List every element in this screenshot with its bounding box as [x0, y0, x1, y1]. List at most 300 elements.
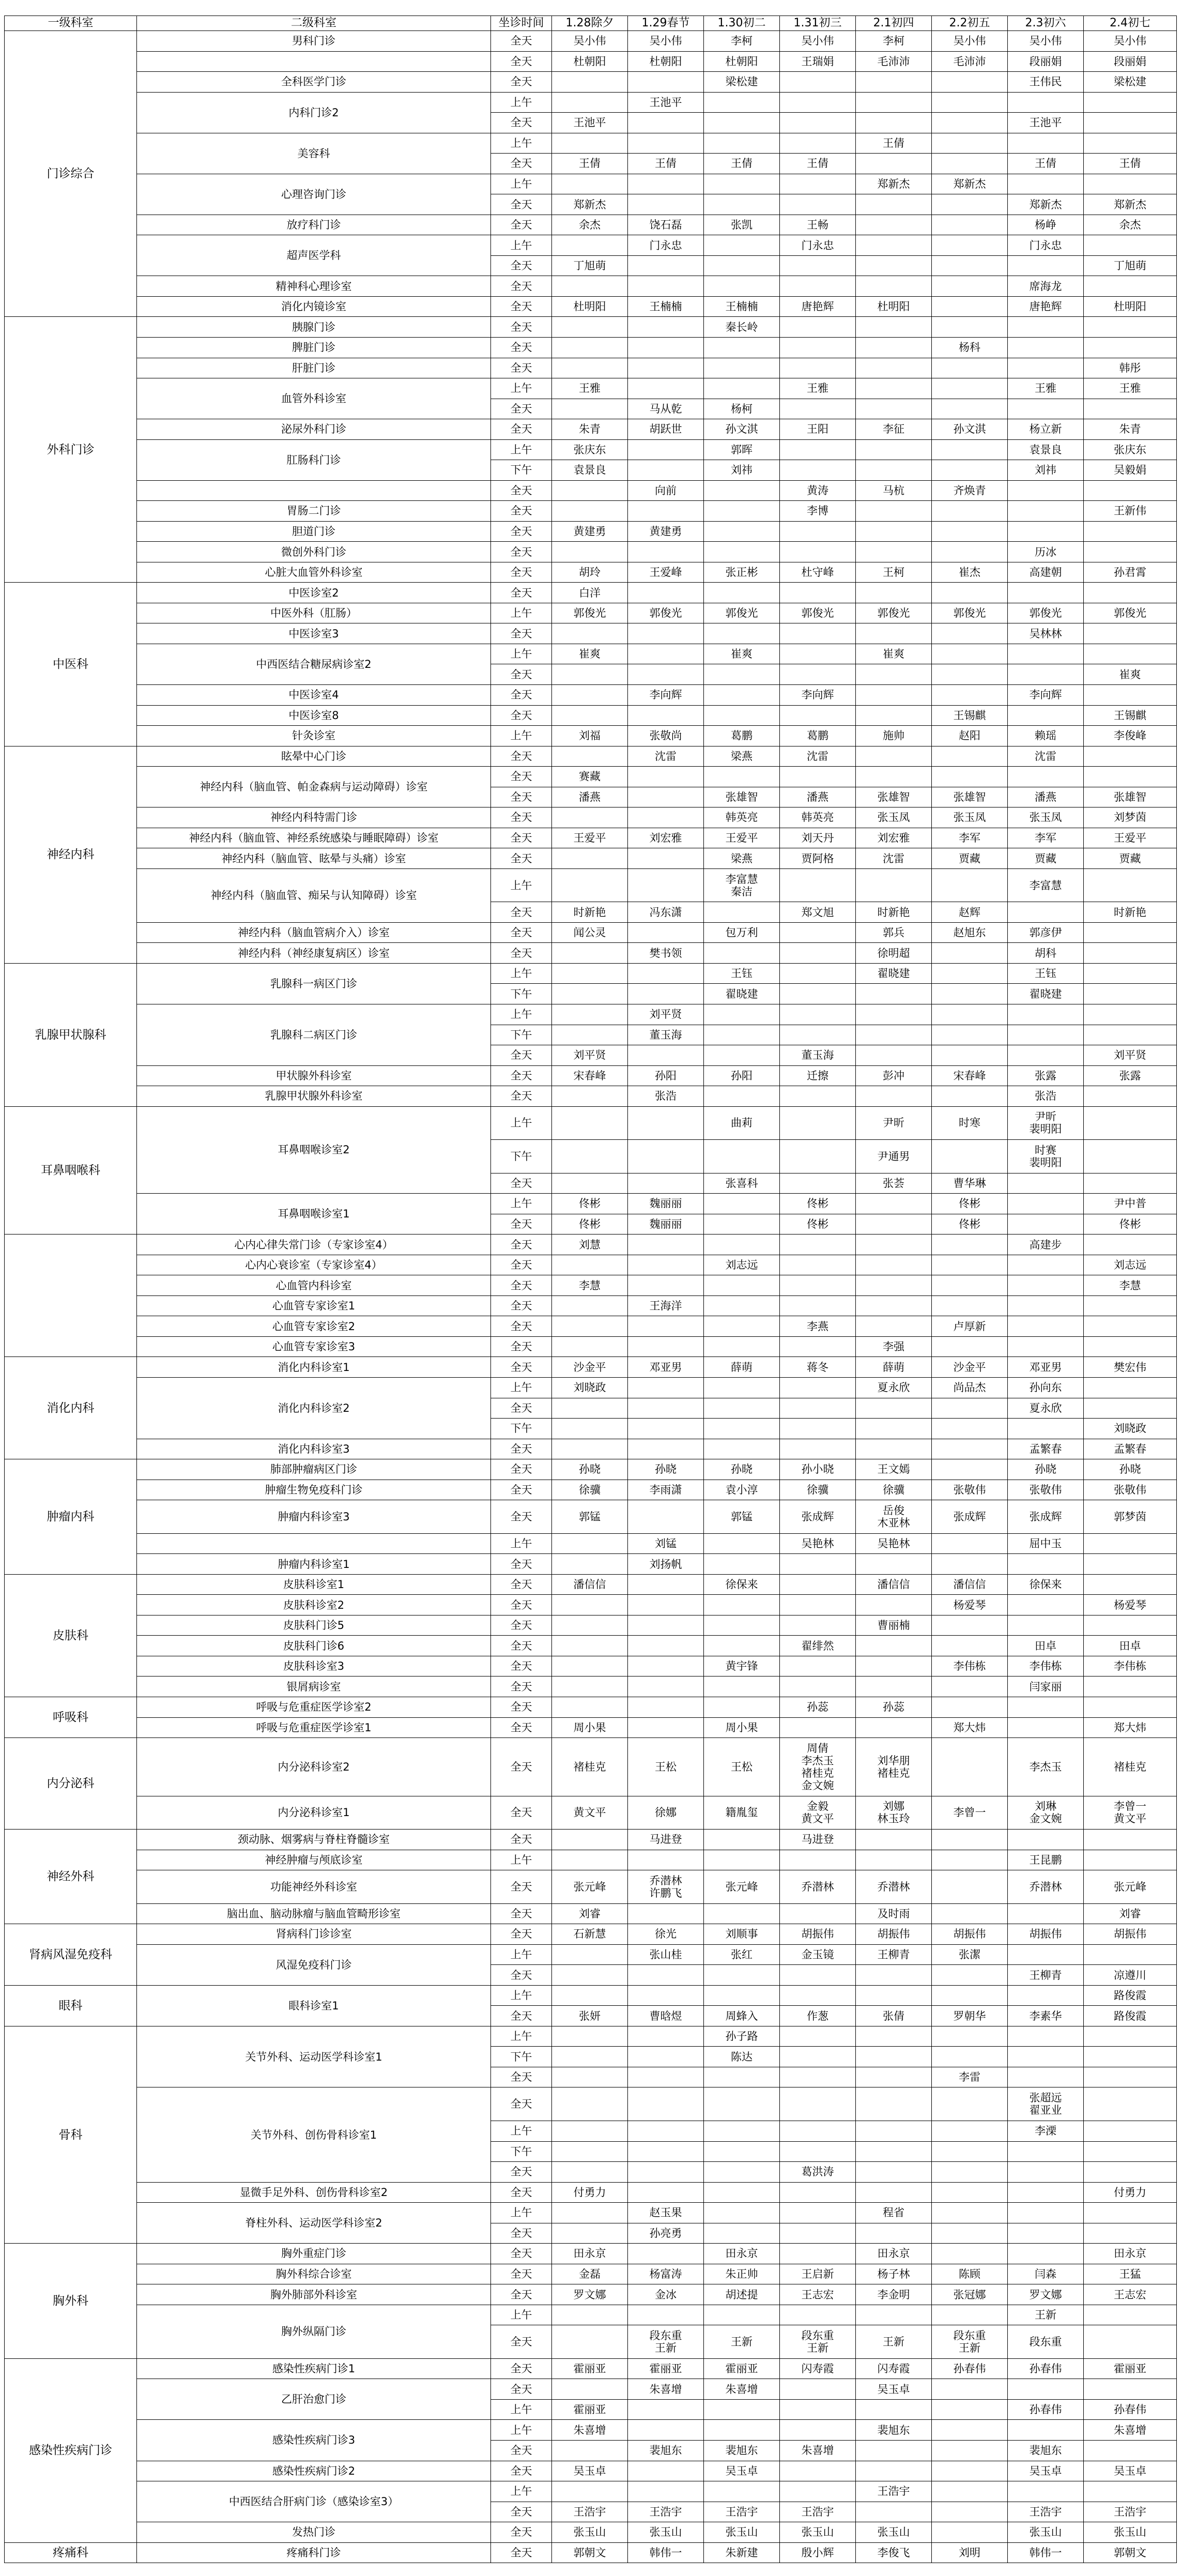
- doctor-cell: 杜守峰: [780, 562, 856, 583]
- doctor-cell: [932, 501, 1008, 522]
- doctor-cell: 李征: [856, 419, 932, 440]
- doctor-cell: 黄建勇: [552, 521, 628, 542]
- clinic-name: 内科门诊2: [137, 92, 491, 133]
- doctor-cell: [856, 1965, 932, 1986]
- doctor-cell: 郭晖: [704, 439, 780, 460]
- doctor-cell: [780, 1336, 856, 1357]
- clinic-name: 胸外重症门诊: [137, 2244, 491, 2264]
- doctor-cell: 周小果: [552, 1717, 628, 1738]
- doctor-cell: 郭梦茵: [1084, 1500, 1177, 1534]
- doctor-cell: [552, 1830, 628, 1850]
- doctor-cell: 孟繁春: [1008, 1439, 1084, 1459]
- doctor-cell: [1084, 1830, 1177, 1850]
- doctor-cell: [932, 664, 1008, 685]
- table-row: [5, 1459, 1177, 1480]
- doctor-cell: [704, 2203, 780, 2223]
- doctor-cell: [856, 2440, 932, 2461]
- session-cell: 全天: [491, 2522, 552, 2543]
- doctor-cell: 齐焕青: [932, 480, 1008, 501]
- doctor-cell: 孟繁春: [1084, 1439, 1177, 1459]
- doctor-cell: 徐娜: [628, 1796, 704, 1830]
- doctor-cell: [704, 2481, 780, 2502]
- doctor-cell: [552, 501, 628, 522]
- doctor-cell: [932, 644, 1008, 664]
- doctor-cell: [552, 1615, 628, 1636]
- doctor-cell: 黄文平: [552, 1796, 628, 1830]
- doctor-cell: [932, 2162, 1008, 2183]
- doctor-cell: 吴小伟: [1008, 31, 1084, 52]
- doctor-cell: [932, 399, 1008, 419]
- doctor-cell: 王启新: [780, 2264, 856, 2284]
- doctor-cell: 田永京: [552, 2244, 628, 2264]
- table-row: [5, 174, 1177, 194]
- session-cell: 上午: [491, 2203, 552, 2223]
- doctor-cell: [552, 2223, 628, 2244]
- doctor-cell: 王瑞娟: [780, 51, 856, 72]
- session-cell: 下午: [491, 2047, 552, 2067]
- doctor-cell: [856, 521, 932, 542]
- clinic-name: 脑出血、脑动脉瘤与脑血管畸形诊室: [137, 1903, 491, 1924]
- session-cell: 全天: [491, 2182, 552, 2203]
- doctor-cell: [628, 644, 704, 664]
- clinic-name: 胰腺门诊: [137, 317, 491, 338]
- table-row: [5, 1738, 1177, 1796]
- doctor-cell: [704, 378, 780, 399]
- doctor-cell: 李伟栋: [1008, 1656, 1084, 1676]
- doctor-cell: [1084, 2203, 1177, 2223]
- session-cell: 全天: [491, 480, 552, 501]
- doctor-cell: [1084, 276, 1177, 297]
- doctor-cell: 杨爱琴: [932, 1595, 1008, 1615]
- session-cell: 全天: [491, 1045, 552, 1066]
- doctor-cell: [704, 2067, 780, 2087]
- doctor-cell: [704, 480, 780, 501]
- table-row: [5, 133, 1177, 154]
- session-cell: 全天: [491, 215, 552, 235]
- doctor-cell: 吴小伟: [552, 31, 628, 52]
- clinic-name: 疼痛科门诊: [137, 2542, 491, 2563]
- doctor-cell: [1084, 1697, 1177, 1717]
- doctor-cell: 宋春峰: [932, 1065, 1008, 1086]
- doctor-cell: [1008, 1554, 1084, 1575]
- doctor-cell: 崔爽: [1084, 664, 1177, 685]
- doctor-cell: 张玉山: [1084, 2522, 1177, 2543]
- session-cell: 全天: [491, 358, 552, 378]
- doctor-cell: [780, 2379, 856, 2400]
- doctor-cell: [1008, 1173, 1084, 1194]
- doctor-cell: [856, 399, 932, 419]
- doctor-cell: 徐保来: [1008, 1574, 1084, 1595]
- doctor-cell: [628, 1234, 704, 1255]
- table-row: [5, 1533, 1177, 1554]
- doctor-cell: [780, 317, 856, 338]
- doctor-cell: 闪寿霞: [856, 2358, 932, 2379]
- doctor-cell: 徐保来: [704, 1574, 780, 1595]
- doctor-cell: 张成辉: [780, 1500, 856, 1534]
- doctor-cell: 乔潜林: [856, 1870, 932, 1904]
- doctor-cell: [1008, 2481, 1084, 2502]
- doctor-cell: 程省: [856, 2203, 932, 2223]
- doctor-cell: [856, 317, 932, 338]
- doctor-cell: 郭俊光: [1008, 603, 1084, 623]
- doctor-cell: [932, 2305, 1008, 2325]
- doctor-cell: 陈达: [704, 2047, 780, 2067]
- doctor-cell: [552, 337, 628, 358]
- doctor-cell: 杜明阳: [1084, 296, 1177, 317]
- doctor-cell: [780, 1676, 856, 1697]
- doctor-cell: [1008, 92, 1084, 113]
- doctor-cell: 王柳青: [1008, 1965, 1084, 1986]
- table-row: [5, 2481, 1177, 2502]
- doctor-cell: [552, 984, 628, 1004]
- doctor-cell: [552, 2162, 628, 2183]
- doctor-cell: [552, 1086, 628, 1107]
- doctor-cell: [780, 2087, 856, 2121]
- table-row: [5, 1636, 1177, 1656]
- doctor-cell: [856, 1295, 932, 1316]
- doctor-cell: 胡述提: [704, 2284, 780, 2305]
- session-cell: 全天: [491, 296, 552, 317]
- table-row: [5, 1697, 1177, 1717]
- session-cell: 全天: [491, 1234, 552, 1255]
- doctor-cell: 黄涛: [780, 480, 856, 501]
- session-cell: 全天: [491, 51, 552, 72]
- doctor-cell: 裴旭东: [1008, 2440, 1084, 2461]
- table-row: [5, 521, 1177, 542]
- doctor-cell: [932, 943, 1008, 964]
- clinic-name: 血管外科诊室: [137, 378, 491, 419]
- clinic-name: 内分泌科诊室2: [137, 1738, 491, 1796]
- doctor-cell: [932, 2522, 1008, 2543]
- doctor-cell: [932, 2026, 1008, 2047]
- doctor-cell: [932, 2182, 1008, 2203]
- doctor-cell: [856, 2502, 932, 2522]
- doctor-cell: [932, 1025, 1008, 1045]
- doctor-cell: 李强: [856, 1336, 932, 1357]
- doctor-cell: 郑新杰: [552, 194, 628, 215]
- doctor-cell: [628, 984, 704, 1004]
- doctor-cell: 饶石磊: [628, 215, 704, 235]
- doctor-cell: [1008, 1717, 1084, 1738]
- session-cell: 上午: [491, 378, 552, 399]
- doctor-cell: 刘宏雅: [628, 828, 704, 848]
- doctor-cell: [628, 1636, 704, 1656]
- doctor-cell: 张敬伟: [1008, 1480, 1084, 1500]
- doctor-cell: 李向辉: [780, 685, 856, 706]
- doctor-cell: 张玉山: [780, 2522, 856, 2543]
- table-row: [5, 1656, 1177, 1676]
- doctor-cell: [932, 1255, 1008, 1275]
- table-row: [5, 2379, 1177, 2400]
- doctor-cell: [856, 1830, 932, 1850]
- doctor-cell: 刘梦茵: [1084, 807, 1177, 828]
- doctor-cell: [704, 1398, 780, 1419]
- doctor-cell: 王新: [1008, 2305, 1084, 2325]
- doctor-cell: 高建步: [1008, 1234, 1084, 1255]
- doctor-cell: [628, 2305, 704, 2325]
- doctor-cell: [552, 72, 628, 93]
- doctor-cell: 张荟: [856, 1173, 932, 1194]
- table-row: [5, 807, 1177, 828]
- clinic-name: 肺部肿瘤病区门诊: [137, 1459, 491, 1480]
- doctor-cell: [628, 868, 704, 902]
- doctor-cell: [628, 255, 704, 276]
- doctor-cell: [1008, 399, 1084, 419]
- doctor-cell: [628, 1336, 704, 1357]
- session-cell: 全天: [491, 1500, 552, 1534]
- table-row: [5, 1500, 1177, 1534]
- doctor-cell: 吴玉卓: [552, 2461, 628, 2481]
- doctor-cell: [780, 2141, 856, 2162]
- doctor-cell: 王文嫣: [856, 1459, 932, 1480]
- table-row: [5, 2420, 1177, 2441]
- primary-department: 消化内科: [5, 1357, 137, 1459]
- doctor-cell: [932, 685, 1008, 706]
- doctor-cell: 袁景良: [1008, 439, 1084, 460]
- doctor-cell: [780, 2026, 856, 2047]
- clinic-name: 皮肤科诊室2: [137, 1595, 491, 1615]
- doctor-cell: [628, 378, 704, 399]
- doctor-cell: 梁燕: [704, 746, 780, 767]
- doctor-cell: 吴艳林: [856, 1533, 932, 1554]
- session-cell: 全天: [491, 705, 552, 726]
- doctor-cell: 孙君霄: [1084, 562, 1177, 583]
- doctor-cell: 董玉海: [780, 1045, 856, 1066]
- doctor-cell: [704, 705, 780, 726]
- doctor-cell: [628, 2087, 704, 2121]
- doctor-cell: [552, 2067, 628, 2087]
- session-cell: 上午: [491, 726, 552, 746]
- doctor-cell: 刘睿: [1084, 1903, 1177, 1924]
- doctor-cell: 朱喜增: [628, 2379, 704, 2400]
- doctor-cell: [628, 358, 704, 378]
- doctor-cell: 王柳青: [856, 1944, 932, 1965]
- doctor-cell: [780, 337, 856, 358]
- doctor-cell: [856, 1194, 932, 1214]
- doctor-cell: [552, 1985, 628, 2006]
- doctor-cell: [704, 1697, 780, 1717]
- doctor-cell: 裴旭东: [704, 2440, 780, 2461]
- clinic-name: 微创外科门诊: [137, 542, 491, 562]
- doctor-cell: 王昆鹏: [1008, 1850, 1084, 1870]
- doctor-cell: [628, 1850, 704, 1870]
- session-cell: 全天: [491, 2325, 552, 2359]
- doctor-cell: [1084, 685, 1177, 706]
- doctor-cell: 段东重: [1008, 2325, 1084, 2359]
- doctor-cell: 魏丽丽: [628, 1194, 704, 1214]
- clinic-name: 消化内镜诊室: [137, 296, 491, 317]
- session-cell: 上午: [491, 133, 552, 154]
- doctor-cell: 孙春伟: [932, 2358, 1008, 2379]
- doctor-cell: 孙亮勇: [628, 2223, 704, 2244]
- doctor-cell: 沙金平: [932, 1357, 1008, 1378]
- doctor-cell: 潘信信: [856, 1574, 932, 1595]
- doctor-cell: 时赛 裴明阳: [1008, 1140, 1084, 1173]
- doctor-cell: [704, 1439, 780, 1459]
- doctor-cell: 裴旭东: [856, 2420, 932, 2441]
- doctor-cell: [628, 2461, 704, 2481]
- primary-department: 门诊综合: [5, 31, 137, 317]
- doctor-cell: 郭俊光: [1084, 603, 1177, 623]
- doctor-cell: [628, 194, 704, 215]
- doctor-cell: [704, 2305, 780, 2325]
- doctor-cell: 尹昕: [856, 1106, 932, 1140]
- clinic-name: 消化内科诊室3: [137, 1439, 491, 1459]
- session-cell: 全天: [491, 1615, 552, 1636]
- doctor-cell: 李杰玉: [1008, 1738, 1084, 1796]
- doctor-cell: [856, 1045, 932, 1066]
- doctor-cell: [780, 113, 856, 133]
- doctor-cell: 葛鹏: [780, 726, 856, 746]
- doctor-cell: 董玉海: [628, 1025, 704, 1045]
- table-row: [5, 2244, 1177, 2264]
- doctor-cell: [1084, 1086, 1177, 1107]
- doctor-cell: [932, 2121, 1008, 2142]
- doctor-cell: [1084, 1025, 1177, 1045]
- clinic-name: 心血管专家诊室3: [137, 1336, 491, 1357]
- doctor-cell: [552, 2026, 628, 2047]
- doctor-cell: [856, 1004, 932, 1025]
- doctor-cell: [1084, 1944, 1177, 1965]
- session-cell: 上午: [491, 1378, 552, 1398]
- doctor-cell: [780, 1255, 856, 1275]
- doctor-cell: [932, 1140, 1008, 1173]
- doctor-cell: [856, 337, 932, 358]
- clinic-name: 颈动脉、烟雾病与脊柱脊髓诊室: [137, 1830, 491, 1850]
- primary-department: 眼科: [5, 1985, 137, 2026]
- doctor-cell: [780, 2420, 856, 2441]
- table-row: [5, 2264, 1177, 2284]
- doctor-cell: [552, 623, 628, 644]
- doctor-cell: [856, 868, 932, 902]
- doctor-cell: [932, 1045, 1008, 1066]
- table-row: [5, 1615, 1177, 1636]
- doctor-cell: 张玉山: [856, 2522, 932, 2543]
- doctor-cell: [552, 807, 628, 828]
- clinic-name: 超声医学科: [137, 235, 491, 276]
- doctor-cell: 余杰: [552, 215, 628, 235]
- session-cell: 全天: [491, 1295, 552, 1316]
- doctor-cell: [552, 2203, 628, 2223]
- doctor-cell: [856, 1717, 932, 1738]
- doctor-cell: [704, 1045, 780, 1066]
- doctor-cell: 时新艳: [856, 902, 932, 923]
- doctor-cell: [1084, 1234, 1177, 1255]
- doctor-cell: [780, 1439, 856, 1459]
- doctor-cell: 杨立新: [1008, 419, 1084, 440]
- doctor-cell: [704, 194, 780, 215]
- doctor-cell: 沈雷: [1008, 746, 1084, 767]
- doctor-cell: [704, 2223, 780, 2244]
- doctor-cell: [628, 1106, 704, 1140]
- doctor-cell: 郭俊光: [704, 603, 780, 623]
- doctor-cell: [628, 1676, 704, 1697]
- table-row: [5, 31, 1177, 52]
- clinic-name: 肝脏门诊: [137, 358, 491, 378]
- doctor-cell: 韩彤: [1084, 358, 1177, 378]
- doctor-cell: 吴小伟: [628, 31, 704, 52]
- doctor-cell: 李富慧 秦洁: [704, 868, 780, 902]
- doctor-cell: [780, 2203, 856, 2223]
- session-cell: 全天: [491, 1065, 552, 1086]
- doctor-cell: 邓亚男: [1008, 1357, 1084, 1378]
- doctor-cell: 潘信信: [552, 1574, 628, 1595]
- doctor-cell: 朱正帅: [704, 2264, 780, 2284]
- doctor-cell: 王柯: [856, 562, 932, 583]
- session-cell: 上午: [491, 2399, 552, 2420]
- doctor-cell: [780, 1965, 856, 1986]
- doctor-cell: 吴玉卓: [704, 2461, 780, 2481]
- doctor-cell: [628, 133, 704, 154]
- doctor-cell: [552, 235, 628, 256]
- table-row: [5, 1903, 1177, 1924]
- doctor-cell: 吴玉卓: [856, 2379, 932, 2400]
- doctor-cell: [932, 113, 1008, 133]
- doctor-cell: [932, 378, 1008, 399]
- doctor-cell: [1084, 2223, 1177, 2244]
- doctor-cell: [552, 276, 628, 297]
- doctor-cell: [932, 1439, 1008, 1459]
- doctor-cell: 张喜科: [704, 1173, 780, 1194]
- doctor-cell: [932, 1554, 1008, 1575]
- doctor-cell: 金毅 黄文平: [780, 1796, 856, 1830]
- doctor-cell: 李柯: [704, 31, 780, 52]
- doctor-cell: [1084, 337, 1177, 358]
- doctor-cell: [704, 1004, 780, 1025]
- doctor-cell: [552, 868, 628, 902]
- doctor-cell: [1084, 542, 1177, 562]
- doctor-cell: 郑新杰: [1084, 194, 1177, 215]
- session-cell: 上午: [491, 235, 552, 256]
- doctor-cell: [1084, 984, 1177, 1004]
- table-row: [5, 317, 1177, 338]
- doctor-cell: [780, 399, 856, 419]
- doctor-cell: [1008, 1944, 1084, 1965]
- doctor-cell: [1008, 2067, 1084, 2087]
- column-header: 坐诊时间: [491, 16, 552, 31]
- doctor-cell: 王爱峰: [628, 562, 704, 583]
- primary-department: 感染性疾病门诊: [5, 2358, 137, 2542]
- doctor-cell: [1084, 521, 1177, 542]
- doctor-cell: 丁旭萌: [1084, 255, 1177, 276]
- doctor-cell: [932, 767, 1008, 787]
- doctor-cell: 胡振伟: [1084, 1924, 1177, 1945]
- doctor-cell: 郑大炜: [1084, 1717, 1177, 1738]
- doctor-cell: 王雅: [1084, 378, 1177, 399]
- session-cell: 上午: [491, 1944, 552, 1965]
- doctor-cell: [856, 746, 932, 767]
- table-row: [5, 2522, 1177, 2543]
- clinic-name: 精神科心理诊室: [137, 276, 491, 297]
- primary-department: 耳鼻咽喉科: [5, 1106, 137, 1234]
- doctor-cell: [628, 2182, 704, 2203]
- doctor-cell: [704, 255, 780, 276]
- session-cell: 下午: [491, 460, 552, 481]
- doctor-cell: 佟彬: [932, 1214, 1008, 1234]
- doctor-cell: [704, 2121, 780, 2142]
- doctor-cell: 夏永欣: [1008, 1398, 1084, 1419]
- doctor-cell: [1084, 2162, 1177, 2183]
- doctor-cell: [932, 984, 1008, 1004]
- doctor-cell: 邓亚男: [628, 1357, 704, 1378]
- table-row: [5, 644, 1177, 664]
- doctor-cell: 吴玉卓: [1008, 2461, 1084, 2481]
- doctor-cell: [780, 1295, 856, 1316]
- doctor-cell: 李向辉: [1008, 685, 1084, 706]
- session-cell: 上午: [491, 92, 552, 113]
- clinic-name: 心血管专家诊室1: [137, 1295, 491, 1316]
- session-cell: 全天: [491, 317, 552, 338]
